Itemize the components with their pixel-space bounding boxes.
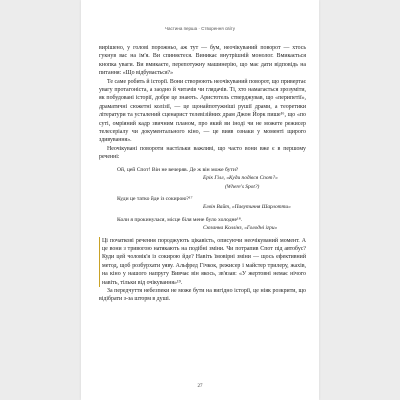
quote-text: Коли я прокинулася, місце біля мене було холодне¹⁸.: [117, 216, 243, 223]
paragraph: За передчуття небезпеки не може бути на вигідно історії, це ніяк розкрити, що відібрати з-за шторм в душі.: [99, 287, 306, 303]
quote-text: Куди це татко йде із сокирою?¹⁷: [117, 195, 193, 202]
quote-attribution: Ерік Гілл, «Куди подівся Спот?»: [203, 175, 278, 182]
paragraph: Те саме робить й історії. Вони створюють неочікуваний поворот, що привертає увагу протагоніста, а заодно й читачів чи глядачів. Ті, хто намагається зрозуміти, як побудовані історії, добре це знають. Аристотель стверджував, що «перипетії», драматичні сюжетні колізії, — це щонайпотужніші рушії драми, а теоретики літератури та усталений сценарист телевізійних драм Джон Йорк пише¹⁶, що «по суті, омріяний кадр звичним планом, про який ви іноді чи не можете режисер телесеріалу чи документального кіно, — це вияв ознаки у моменті щирого здивування».: [99, 78, 306, 144]
epigraph-quote: [117, 166, 306, 191]
page-number: 27: [197, 384, 203, 389]
epigraph-quote: [117, 195, 306, 212]
quote-attribution-original: (Where's Spot?): [225, 183, 260, 190]
running-header: Частина перша · Створення світу: [165, 26, 235, 31]
page-body: [99, 44, 306, 304]
quote-attribution: Сюзанна Коллінз, «Голодні ігри»: [203, 225, 278, 232]
paragraph: Неочікувані повороти настільки важливі, що часто вони вже є в першому реченні:: [99, 145, 306, 161]
book-page: [81, 0, 319, 400]
quote-text: Ой, цей Спот! Він не вечеряв. Де ж він може бути?: [117, 166, 239, 173]
quote-attribution: Елвін Вайт, «Павутиння Шарлотти»: [203, 204, 291, 211]
paragraph: вирішено, у голові порожньо, аж тут — бум, неочікуваний поворот — хтось гукнув вас на ім'я. Ви спиняєтеся. Виникає внутрішній монолог. Вмикається кнопка уваги. Ви вмикаєте, перепотужну машинерію, що має дати відповідь на питання: «Що відбувається?»: [99, 45, 306, 77]
paragraph: Ці початкові речення породжують цікавість, описуючи неочікуваний момент. А це вони з тривогою натякають на подібні зміни. Чи потрапив Спот під автобус? Куди цей чоловік'я із сокирою йде? Навіть їмовірні зміни — щось ефективний метод, щоб розбурхати уяву. Альфред Гічкок, режисер і майстер трилеру, жахів, на кіно у нашого напругу Вивчає він якось, зв'язав: «У жертовні немає нічого навіть, тільки від очікування»¹⁹.: [99, 237, 306, 287]
epigraph-quote: [117, 216, 306, 233]
